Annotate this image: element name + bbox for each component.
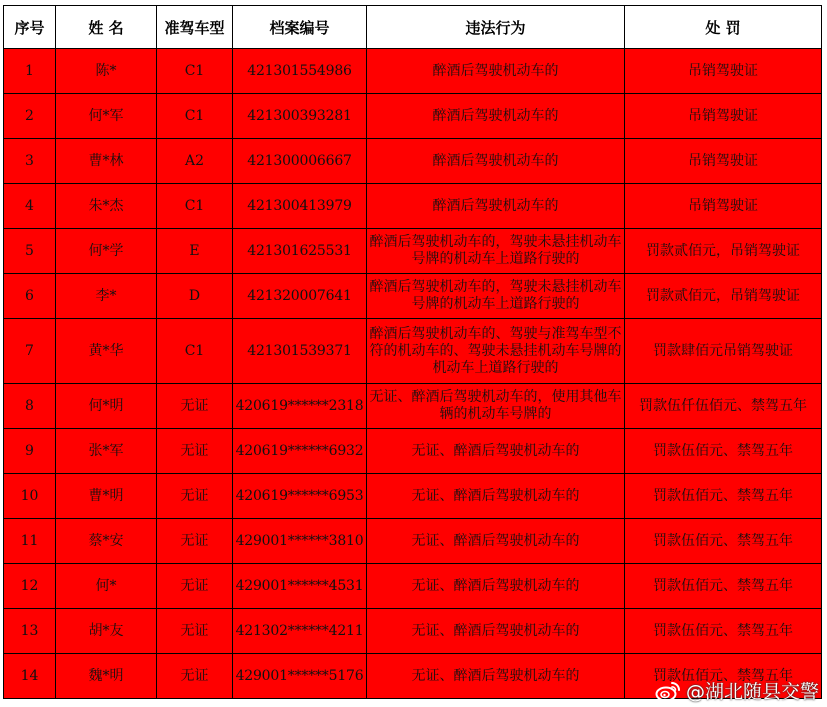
cell-seq: 3 <box>4 139 56 184</box>
cell-license-type: D <box>157 274 233 319</box>
cell-license-type: A2 <box>157 139 233 184</box>
cell-archive-number: 429001******3810 <box>233 519 367 564</box>
cell-name: 何*明 <box>56 384 157 429</box>
cell-seq: 4 <box>4 184 56 229</box>
cell-archive-number: 429001******4531 <box>233 564 367 609</box>
violation-table <box>3 5 822 699</box>
cell-license-type: 无证 <box>157 429 233 474</box>
cell-archive-number: 421300006667 <box>233 139 367 184</box>
cell-license-type: 无证 <box>157 564 233 609</box>
cell-penalty: 罚款肆佰元吊销驾驶证 <box>625 319 822 384</box>
cell-license-type: C1 <box>157 184 233 229</box>
cell-seq: 7 <box>4 319 56 384</box>
cell-violation: 醉酒后驾驶机动车的 <box>367 184 625 229</box>
cell-violation: 醉酒后驾驶机动车的，驾驶未悬挂机动车号牌的机动车上道路行驶的 <box>367 229 625 274</box>
cell-name: 魏*明 <box>56 654 157 699</box>
cell-license-type: 无证 <box>157 474 233 519</box>
cell-name: 张*军 <box>56 429 157 474</box>
table-body <box>4 49 822 699</box>
cell-name: 朱*杰 <box>56 184 157 229</box>
cell-license-type: 无证 <box>157 609 233 654</box>
cell-seq: 8 <box>4 384 56 429</box>
cell-license-type: 无证 <box>157 654 233 699</box>
table-row <box>4 49 822 94</box>
table-row <box>4 519 822 564</box>
cell-violation: 无证、醉酒后驾驶机动车的 <box>367 429 625 474</box>
cell-violation: 无证、醉酒后驾驶机动车的 <box>367 519 625 564</box>
cell-license-type: E <box>157 229 233 274</box>
cell-seq: 2 <box>4 94 56 139</box>
cell-violation: 无证、醉酒后驾驶机动车的 <box>367 564 625 609</box>
cell-seq: 12 <box>4 564 56 609</box>
cell-seq: 11 <box>4 519 56 564</box>
cell-penalty: 罚款伍佰元、禁驾五年 <box>625 474 822 519</box>
cell-seq: 5 <box>4 229 56 274</box>
table-row <box>4 229 822 274</box>
cell-penalty: 罚款贰佰元，吊销驾驶证 <box>625 274 822 319</box>
cell-archive-number: 421301539371 <box>233 319 367 384</box>
cell-name: 李* <box>56 274 157 319</box>
cell-penalty: 吊销驾驶证 <box>625 139 822 184</box>
cell-archive-number: 421300413979 <box>233 184 367 229</box>
cell-violation: 无证、醉酒后驾驶机动车的，使用其他车辆的机动车号牌的 <box>367 384 625 429</box>
cell-archive-number: 421320007641 <box>233 274 367 319</box>
cell-penalty: 罚款伍仟伍佰元、禁驾五年 <box>625 384 822 429</box>
header-seq: 序号 <box>4 6 56 49</box>
header-license-type: 准驾车型 <box>157 6 233 49</box>
cell-name: 曹*明 <box>56 474 157 519</box>
cell-penalty: 罚款伍佰元、禁驾五年 <box>625 654 822 699</box>
table-row <box>4 474 822 519</box>
cell-seq: 1 <box>4 49 56 94</box>
header-violation: 违法行为 <box>367 6 625 49</box>
cell-license-type: C1 <box>157 319 233 384</box>
table-row <box>4 564 822 609</box>
cell-name: 陈* <box>56 49 157 94</box>
cell-violation: 醉酒后驾驶机动车的、驾驶与准驾车型不符的机动车的、驾驶未悬挂机动车号牌的机动车上道路行驶的 <box>367 319 625 384</box>
cell-archive-number: 429001******5176 <box>233 654 367 699</box>
cell-penalty: 罚款伍佰元、禁驾五年 <box>625 429 822 474</box>
header-penalty: 处 罚 <box>625 6 822 49</box>
cell-name: 黄*华 <box>56 319 157 384</box>
cell-violation: 醉酒后驾驶机动车的 <box>367 94 625 139</box>
cell-name: 曹*林 <box>56 139 157 184</box>
cell-penalty: 罚款伍佰元、禁驾五年 <box>625 519 822 564</box>
cell-penalty: 罚款伍佰元、禁驾五年 <box>625 609 822 654</box>
cell-name: 蔡*安 <box>56 519 157 564</box>
table-row <box>4 274 822 319</box>
cell-violation: 醉酒后驾驶机动车的 <box>367 49 625 94</box>
cell-license-type: 无证 <box>157 384 233 429</box>
header-name: 姓 名 <box>56 6 157 49</box>
cell-seq: 13 <box>4 609 56 654</box>
weibo-icon <box>655 680 681 702</box>
cell-license-type: C1 <box>157 94 233 139</box>
table-row <box>4 319 822 384</box>
cell-name: 何*学 <box>56 229 157 274</box>
cell-archive-number: 420619******6932 <box>233 429 367 474</box>
cell-archive-number: 420619******2318 <box>233 384 367 429</box>
cell-violation: 无证、醉酒后驾驶机动车的 <box>367 609 625 654</box>
cell-penalty: 罚款贰佰元，吊销驾驶证 <box>625 229 822 274</box>
cell-license-type: C1 <box>157 49 233 94</box>
cell-penalty: 吊销驾驶证 <box>625 94 822 139</box>
cell-archive-number: 420619******6953 <box>233 474 367 519</box>
cell-seq: 10 <box>4 474 56 519</box>
cell-license-type: 无证 <box>157 519 233 564</box>
cell-archive-number: 421301554986 <box>233 49 367 94</box>
weibo-watermark <box>655 677 819 704</box>
table-row <box>4 139 822 184</box>
cell-violation: 醉酒后驾驶机动车的 <box>367 139 625 184</box>
table-header <box>4 6 822 49</box>
cell-name: 何* <box>56 564 157 609</box>
cell-violation: 无证、醉酒后驾驶机动车的 <box>367 654 625 699</box>
cell-seq: 9 <box>4 429 56 474</box>
cell-name: 何*军 <box>56 94 157 139</box>
cell-name: 胡*友 <box>56 609 157 654</box>
cell-violation: 醉酒后驾驶机动车的，驾驶未悬挂机动车号牌的机动车上道路行驶的 <box>367 274 625 319</box>
cell-violation: 无证、醉酒后驾驶机动车的 <box>367 474 625 519</box>
cell-archive-number: 421301625531 <box>233 229 367 274</box>
table-row <box>4 429 822 474</box>
cell-penalty: 吊销驾驶证 <box>625 49 822 94</box>
table-row <box>4 609 822 654</box>
watermark-text: @湖北随县交警 <box>685 681 819 703</box>
cell-seq: 14 <box>4 654 56 699</box>
table-row <box>4 384 822 429</box>
table-row <box>4 94 822 139</box>
cell-seq: 6 <box>4 274 56 319</box>
cell-archive-number: 421300393281 <box>233 94 367 139</box>
cell-archive-number: 421302******4211 <box>233 609 367 654</box>
header-archive-number: 档案编号 <box>233 6 367 49</box>
cell-penalty: 吊销驾驶证 <box>625 184 822 229</box>
table-row <box>4 184 822 229</box>
cell-penalty: 罚款伍佰元、禁驾五年 <box>625 564 822 609</box>
